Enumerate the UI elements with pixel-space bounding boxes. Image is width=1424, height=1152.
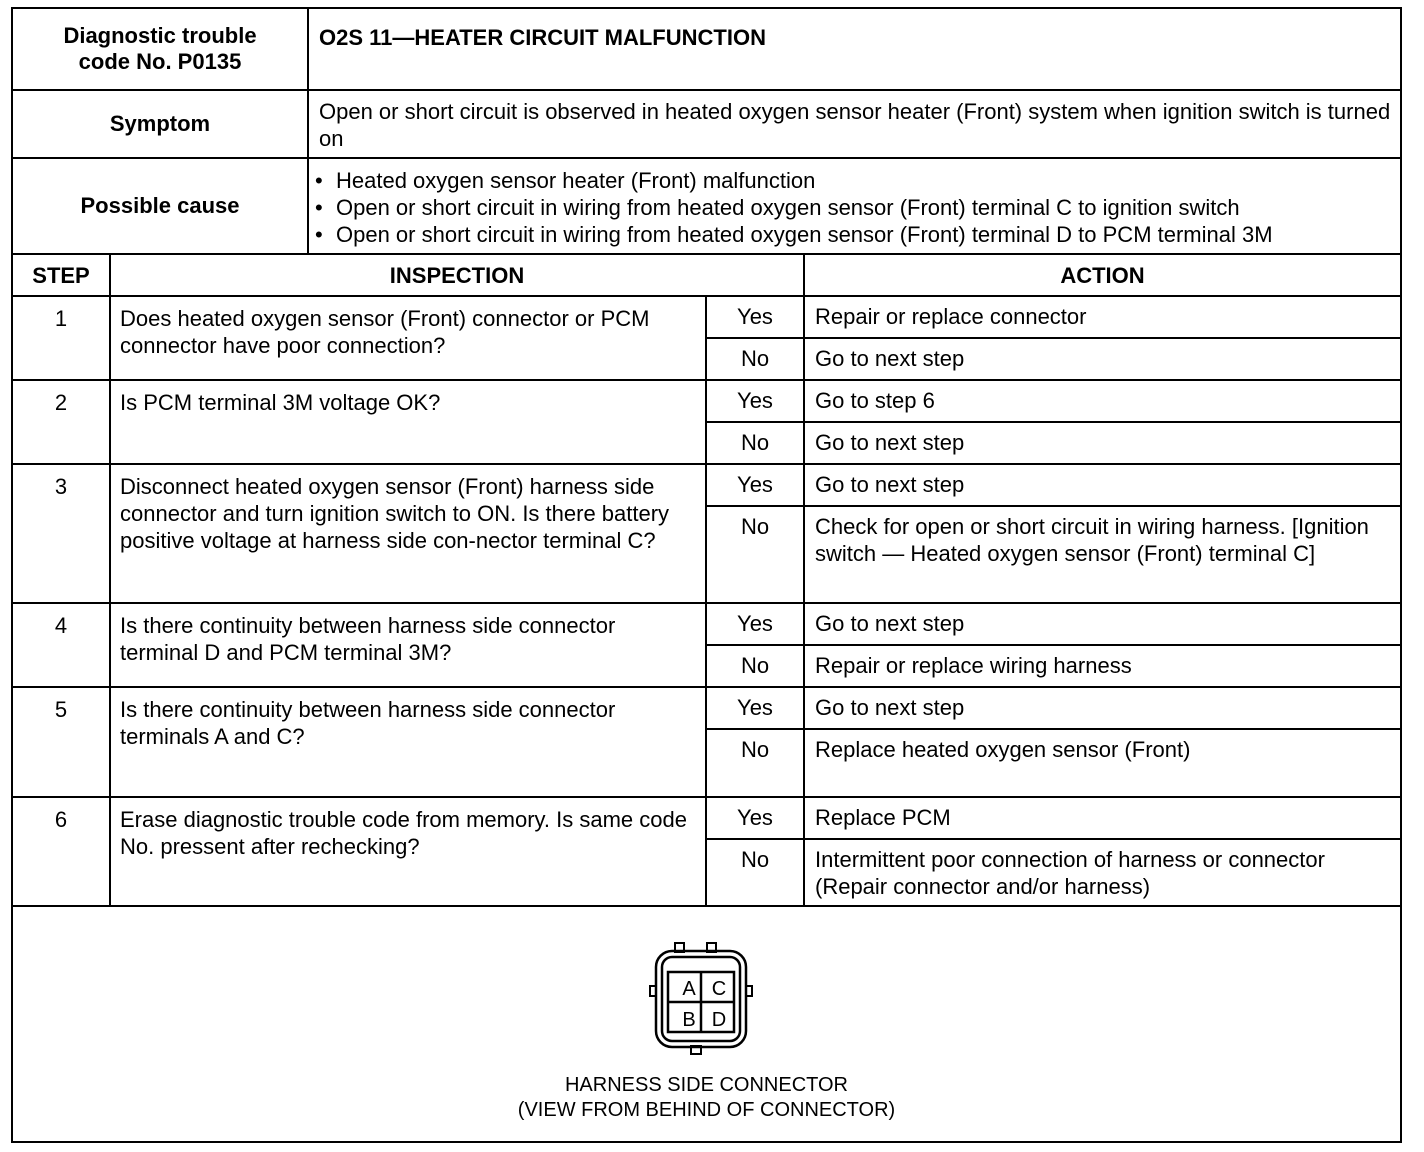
symptom-label: Symptom: [13, 91, 309, 157]
harness-connector-diagram: [649, 942, 759, 1058]
yes-action: Go to step 6: [804, 380, 1400, 422]
diagnostic-chart: [11, 7, 1402, 1143]
no-label: No: [706, 645, 804, 687]
yes-label: Yes: [706, 296, 804, 338]
inspection-column-header: INSPECTION: [110, 255, 804, 296]
terminal-c-label: C: [711, 978, 727, 1000]
step-number: 5: [13, 687, 110, 797]
step-number: 4: [13, 603, 110, 687]
yes-label: Yes: [706, 687, 804, 729]
no-action: Go to next step: [804, 338, 1400, 380]
yes-action: Go to next step: [804, 464, 1400, 506]
possible-cause-item: • Open or short circuit in wiring from heated oxygen sensor (Front) terminal D to PCM terminal 3M: [309, 221, 1392, 248]
no-label: No: [706, 729, 804, 797]
action-column-header: ACTION: [804, 255, 1400, 296]
connector-caption-line1: HARNESS SIDE CONNECTOR: [564, 1074, 848, 1096]
yes-label: Yes: [706, 603, 804, 645]
dtc-title: O2S 11—HEATER CIRCUIT MALFUNCTION: [319, 25, 766, 50]
yes-label: Yes: [706, 464, 804, 506]
possible-cause-item: • Open or short circuit in wiring from heated oxygen sensor (Front) terminal C to ignition switch: [309, 194, 1392, 221]
possible-cause-list: [309, 167, 1392, 248]
possible-cause-row: [13, 159, 1400, 255]
connector-caption-line2: (VIEW FROM BEHIND OF CONNECTOR): [517, 1099, 896, 1121]
step-column-header: STEP: [13, 255, 110, 296]
yes-label: Yes: [706, 797, 804, 839]
connector-figure: [13, 904, 1400, 1141]
possible-cause-item: • Heated oxygen sensor heater (Front) malfunction: [309, 167, 1392, 194]
no-action: Replace heated oxygen sensor (Front): [804, 729, 1400, 797]
table-row: [13, 603, 1400, 645]
yes-action: Replace PCM: [804, 797, 1400, 839]
step-number: 6: [13, 797, 110, 906]
possible-cause-list-wrap: [309, 159, 1392, 253]
table-row: [13, 797, 1400, 839]
table-row: [13, 380, 1400, 422]
inspection-text: Is there continuity between harness side connector terminal D and PCM terminal 3M?: [110, 603, 706, 687]
inspection-table: [13, 255, 1400, 907]
inspection-text: Disconnect heated oxygen sensor (Front) harness side connector and turn ignition switch to ON. Is there battery positive voltage at harness side con-nector terminal C?: [110, 464, 706, 603]
dtc-header-row: [13, 9, 1400, 91]
terminal-b-label: B: [682, 1009, 696, 1031]
inspection-text: Erase diagnostic trouble code from memory. Is same code No. pressent after rechecking?: [110, 797, 706, 906]
no-label: No: [706, 338, 804, 380]
possible-cause-label: Possible cause: [13, 159, 309, 253]
terminal-a-label: A: [682, 978, 696, 1000]
terminal-d-label: D: [711, 1009, 727, 1031]
step-number: 2: [13, 380, 110, 464]
inspection-text: Is there continuity between harness side connector terminals A and C?: [110, 687, 706, 797]
table-row: [13, 464, 1400, 506]
step-number: 1: [13, 296, 110, 380]
symptom-row: [13, 91, 1400, 159]
yes-label: Yes: [706, 380, 804, 422]
yes-action: Repair or replace connector: [804, 296, 1400, 338]
inspection-text: Does heated oxygen sensor (Front) connector or PCM connector have poor connection?: [110, 296, 706, 380]
table-header-row: [13, 255, 1400, 296]
yes-action: Go to next step: [804, 687, 1400, 729]
dtc-label: Diagnostic trouble code No. P0135: [13, 9, 309, 89]
no-label: No: [706, 506, 804, 603]
no-action: Repair or replace wiring harness: [804, 645, 1400, 687]
connector-caption: [13, 1073, 1400, 1123]
table-row: [13, 296, 1400, 338]
table-row: [13, 687, 1400, 729]
no-action: Go to next step: [804, 422, 1400, 464]
inspection-text: Is PCM terminal 3M voltage OK?: [110, 380, 706, 464]
yes-action: Go to next step: [804, 603, 1400, 645]
no-action: Check for open or short circuit in wiring harness. [Ignition switch — Heated oxygen sensor (Front) terminal C]: [804, 506, 1400, 603]
no-label: No: [706, 422, 804, 464]
step-number: 3: [13, 464, 110, 603]
no-action: Intermittent poor connection of harness or connector (Repair connector and/or harness): [804, 839, 1400, 906]
no-label: No: [706, 839, 804, 906]
symptom-text: Open or short circuit is observed in heated oxygen sensor heater (Front) system when ignition switch is turned on: [319, 99, 1391, 151]
